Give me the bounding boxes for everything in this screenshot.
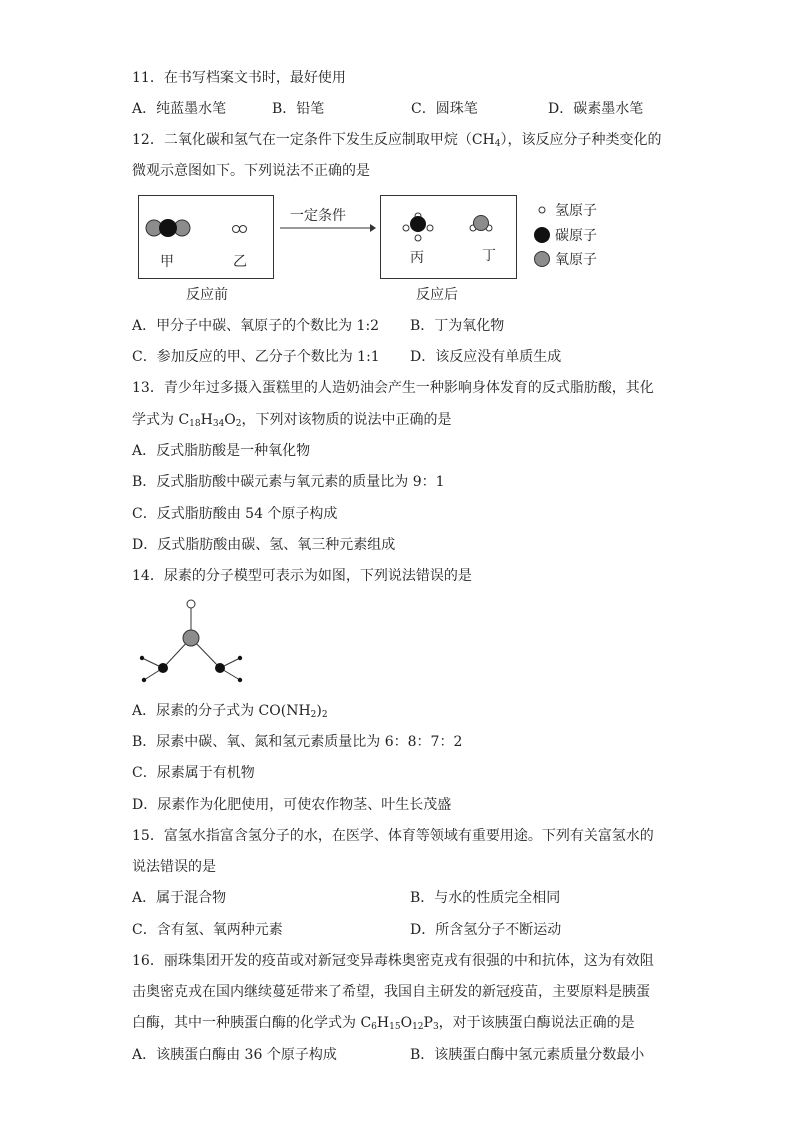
q12-option-b: B．丁为氧化物 xyxy=(410,318,505,334)
q14-option-a: A．尿素的分子式为 $CO(NH_2)_2$ xyxy=(132,703,328,720)
q12-option-a: A．甲分子中碳、氧原子的个数比为 1:2 xyxy=(132,318,380,334)
reaction-arrow-icon xyxy=(280,222,376,234)
label-jia: 甲 xyxy=(160,254,174,270)
co2-molecule-icon xyxy=(146,219,190,237)
label-after: 反应后 xyxy=(416,287,458,303)
q13-option-c: C．反式脂肪酸由 54 个原子构成 xyxy=(132,506,338,522)
legend-icons xyxy=(534,200,554,270)
legend-oxygen-label: 氧原子 xyxy=(555,252,597,268)
urea-molecule-icon xyxy=(132,594,252,688)
q13-option-b: B．反式脂肪酸中碳元素与氧元素的质量比为 9：1 xyxy=(132,474,445,490)
q16-option-a: A．该胰蛋白酶由 36 个原子构成 xyxy=(132,1047,337,1063)
carbon-atom-icon xyxy=(534,227,550,243)
q15-option-d: D．所含氢分子不断运动 xyxy=(410,922,562,938)
q11-option-b: B．铅笔 xyxy=(272,101,325,117)
q11-option-d: D．碳素墨水笔 xyxy=(548,101,644,117)
q14-stem: 14．尿素的分子模型可表示为如图，下列说法错误的是 xyxy=(132,568,472,584)
q15-option-a: A．属于混合物 xyxy=(132,890,227,906)
q16-stem-line1: 16．丽珠集团开发的疫苗或对新冠变异毒株奥密克戎有很强的中和抗体，这为有效阻 xyxy=(132,953,654,969)
q14-option-c: C．尿素属于有机物 xyxy=(132,765,255,781)
q14-option-d: D．尿素作为化肥使用，可使农作物茎、叶生长茂盛 xyxy=(132,797,452,813)
ch4-molecule-icon xyxy=(403,213,433,241)
after-molecules xyxy=(380,195,517,279)
q11-option-c: C．圆珠笔 xyxy=(411,101,478,117)
q12-stem-line2: 微观示意图如下。下列说法不正确的是 xyxy=(132,163,370,179)
q12-stem-line1: 12．二氧化碳和氢气在一定条件下发生反应制取甲烷$(CH_4)$，该反应分子种类变化的 xyxy=(132,132,662,149)
legend-carbon-label: 碳原子 xyxy=(555,228,597,244)
q16-stem-line3: 白酶，其中一种胰蛋白酶的化学式为 $C_6H_{15}O_{12}P_3$，对于该胰蛋白酶说法正确的是 xyxy=(132,1015,635,1032)
q12-option-d: D．该反应没有单质生成 xyxy=(410,349,562,365)
h2-molecule-icon xyxy=(233,226,247,233)
q15-option-c: C．含有氢、氧两种元素 xyxy=(132,922,283,938)
reaction-condition: 一定条件 xyxy=(290,208,346,224)
q15-stem-line2: 说法错误的是 xyxy=(132,859,216,875)
q16-option-b: B．该胰蛋白酶中氢元素质量分数最小 xyxy=(410,1047,645,1063)
hydrogen-atom-icon xyxy=(539,207,545,213)
label-ding: 丁 xyxy=(482,248,496,264)
q13-option-a: A．反式脂肪酸是一种氧化物 xyxy=(132,443,311,459)
before-molecules xyxy=(138,195,274,279)
q13-stem-line2: 学式为 $C_{18}H_{34}O_2$，下列对该物质的说法中正确的是 xyxy=(132,412,452,429)
h2o-molecule-icon xyxy=(470,216,492,232)
q11-stem: 11．在书写档案文书时，最好使用 xyxy=(132,70,346,86)
q13-stem-line1: 13．青少年过多摄入蛋糕里的人造奶油会产生一种影响身体发育的反式脂肪酸，其化 xyxy=(132,380,654,396)
q11-option-a: A．纯蓝墨水笔 xyxy=(132,101,227,117)
legend-hydrogen-label: 氢原子 xyxy=(555,203,597,219)
q12-option-c: C．参加反应的甲、乙分子个数比为 1:1 xyxy=(132,349,380,365)
q15-stem-line1: 15．富氢水指富含氢分子的水，在医学、体育等领域有重要用途。下列有关富氢水的 xyxy=(132,828,654,844)
q13-option-d: D．反式脂肪酸由碳、氢、氧三种元素组成 xyxy=(132,537,396,553)
q14-option-b: B．尿素中碳、氧、氮和氢元素质量比为 6：8：7：2 xyxy=(132,734,463,750)
label-yi: 乙 xyxy=(233,254,247,270)
q16-stem-line2: 击奥密克戎在国内继续蔓延带来了希望，我国自主研发的新冠疫苗，主要原料是胰蛋 xyxy=(132,984,650,1000)
label-before: 反应前 xyxy=(186,287,228,303)
q15-option-b: B．与水的性质完全相同 xyxy=(410,890,561,906)
label-bing: 丙 xyxy=(410,250,424,266)
oxygen-atom-icon xyxy=(535,252,550,267)
